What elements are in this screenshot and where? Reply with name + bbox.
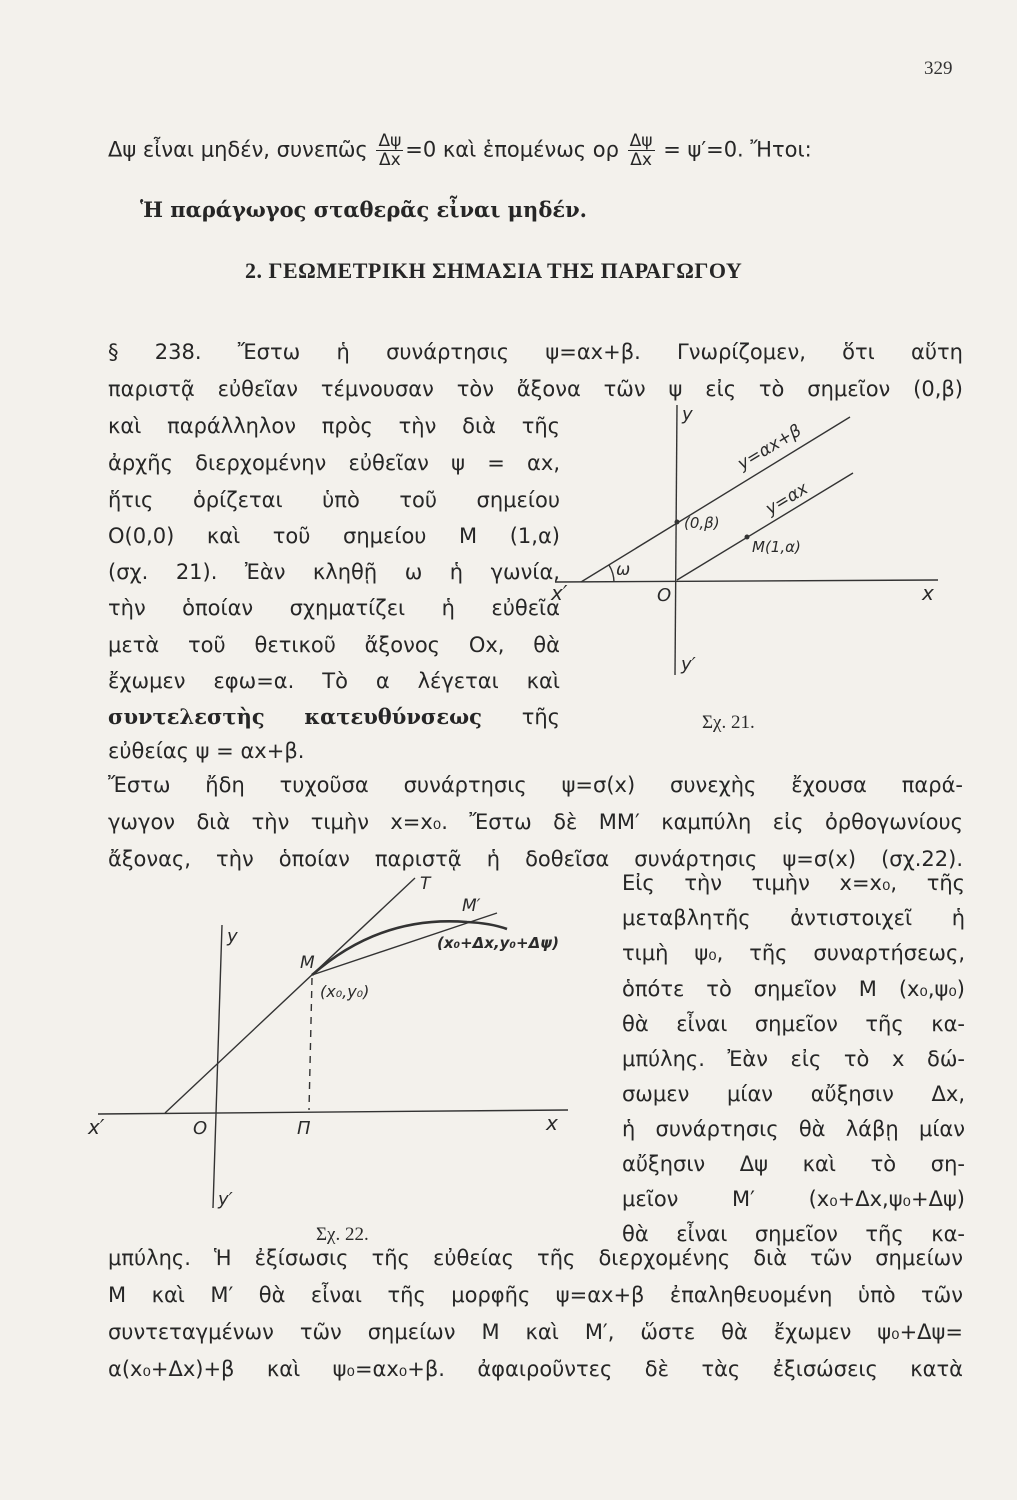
fig21-label-y-prime: y′	[681, 654, 696, 675]
fig22-tangent-line	[165, 878, 415, 1113]
fig22-label-foot: Π	[297, 1118, 311, 1139]
body-text-line: ἔχωμεν εφω=α. Τὸ α λέγεται καὶ	[108, 669, 560, 693]
fig21-label-m: M(1,α)	[752, 538, 801, 556]
body-text-line: (σχ. 21). Ἐὰν κληθῇ ω ἡ γωνία,	[108, 560, 560, 584]
body-text-line: ἥτις ὁρίζεται ὑπὸ τοῦ σημείου	[108, 488, 560, 512]
body-text-line: συντεταγμένων τῶν σημείων M καὶ M′, ὥστε θὰ ἔχωμεν ψ₀+Δψ=	[108, 1320, 963, 1344]
fig22-label-m-coords: (x₀,y₀)	[320, 982, 370, 1001]
fig22-label-origin: O	[193, 1118, 208, 1139]
fig22-label-y: y	[227, 926, 238, 947]
fig21-label-x-prime: x′	[551, 581, 568, 605]
body-text-line: παριστᾷ εὐθεῖαν τέμνουσαν τὸν ἄξονα τῶν ψ εἰς τὸ σημεῖον (0,β)	[108, 377, 963, 401]
fig21-caption: Σχ. 21.	[702, 712, 755, 733]
fig22-label-m-prime: M′	[462, 896, 481, 916]
fig21-label-origin: O	[657, 585, 672, 606]
body-text-line: α(x₀+Δx)+β καὶ ψ₀=αx₀+β. ἀφαιροῦντες δὲ τὰς ἐξισώσεις κατὰ	[108, 1357, 963, 1381]
text-segment: = ψ′=0. Ἤτοι:	[663, 137, 812, 162]
body-text-line: Εἰς τὴν τιμὴν x=x₀, τῆς	[622, 871, 965, 895]
fig21-label-angle: ω	[616, 560, 631, 580]
body-text-line: μεταβλητῆς ἀντιστοιχεῖ ἡ	[622, 906, 965, 930]
term-bold: συντελεστὴς κατευθύνσεως	[108, 704, 522, 729]
body-text-line: θὰ εἶναι σημεῖον τῆς κα-	[622, 1222, 965, 1246]
body-text-line: τὴν ὁποίαν σχηματίζει ἡ εὐθεῖα	[108, 596, 560, 620]
fraction-denominator: Δx	[630, 150, 652, 170]
page-number: 329	[924, 58, 953, 79]
fraction-numerator: Δψ	[378, 131, 402, 151]
body-text-line: ἄξονας, τὴν ὁποίαν παριστᾷ ἡ δοθεῖσα συνάρτησις ψ=σ(x) (σχ.22).	[108, 847, 963, 871]
fig22-label-y-prime: y′	[218, 1189, 233, 1210]
theorem-statement: Ἡ παράγωγος σταθερᾶς εἶναι μηδέν.	[140, 197, 587, 222]
body-text-line: τιμὴ ψ₀, τῆς συναρτήσεως,	[622, 941, 965, 965]
body-text-line: M καὶ M′ θὰ εἶναι τῆς μορφῆς ψ=αx+β ἐπαληθευομένη ὑπὸ τῶν	[108, 1283, 963, 1307]
body-text-line: σωμεν μίαν αὔξησιν Δx,	[622, 1082, 965, 1106]
fig21-label-line-ax: y=αx	[762, 478, 812, 520]
body-text-line: ἀρχῆς διερχομένην εὐθεῖαν ψ = αx,	[108, 451, 560, 475]
fig22-label-x-prime: x′	[88, 1115, 105, 1139]
fig22-caption: Σχ. 22.	[316, 1224, 369, 1245]
fraction-numerator: Δψ	[629, 131, 653, 151]
body-text-line: μπύλης. Ἐὰν εἰς τὸ x δώ-	[622, 1047, 965, 1071]
fig21-label-y: y	[682, 404, 693, 425]
body-text-line: ἡ συνάρτησις θὰ λάβῃ μίαν	[622, 1117, 965, 1141]
body-text-line: γωγον διὰ τὴν τιμὴν x=x₀. Ἔστω δὲ MM′ καμπύλη εἰς ὀρθογωνίους	[108, 810, 963, 834]
text-segment: Δψ εἶναι μηδέν, συνεπῶς	[108, 137, 368, 162]
body-text-line: ὁπότε τὸ σημεῖον M (x₀,ψ₀)	[622, 977, 965, 1001]
fig22-label-x: x	[546, 1111, 558, 1135]
text-segment: =0 καὶ ἑπομένως ορ	[405, 137, 619, 162]
fig21-label-intercept: (0,β)	[684, 514, 720, 532]
body-text-line: Ἔστω ἤδη τυχοῦσα συνάρτησις ψ=σ(x) συνεχὴς ἔχουσα παρά-	[108, 773, 963, 797]
fig21-label-x: x	[922, 581, 934, 605]
body-text-line: O(0,0) καὶ τοῦ σημείου M (1,α)	[108, 524, 560, 548]
fig22-dashed-ordinate	[309, 978, 312, 1110]
body-text-line: θὰ εἶναι σημεῖον τῆς κα-	[622, 1012, 965, 1036]
body-text-line: § 238. Ἔστω ἡ συνάρτησις ψ=αx+β. Γνωρίζομεν, ὅτι αὕτη	[108, 340, 963, 364]
fig22-label-tangent: T	[420, 874, 431, 894]
body-text-line: καὶ παράλληλον πρὸς τὴν διὰ τῆς	[108, 414, 560, 438]
section-heading: 2. ΓΕΩΜΕΤΡΙΚΗ ΣΗΜΑΣΙΑ ΤΗΣ ΠΑΡΑΓΩΓΟΥ	[245, 258, 743, 283]
body-text-line: αὔξησιν Δψ καὶ τὸ ση-	[622, 1152, 965, 1176]
fig22-label-m-prime-coords: (x₀+Δx,y₀+Δψ)	[437, 934, 559, 952]
fig21-label-line-ax-plus-b: y=αx+β	[734, 420, 806, 475]
body-text-line: εὐθείας ψ = αx+β.	[108, 739, 305, 763]
body-text-line: μεῖον M′ (x₀+Δx,ψ₀+Δψ)	[622, 1187, 965, 1211]
fraction-denominator: Δx	[379, 150, 401, 170]
body-text-line: μετὰ τοῦ θετικοῦ ἄξονος Ox, θὰ	[108, 633, 560, 657]
term-rest: τῆς	[521, 705, 560, 729]
body-text-line: μπύλης. Ἡ ἐξίσωσις τῆς εὐθείας τῆς διερχομένης διὰ τῶν σημείων	[108, 1246, 963, 1270]
fig22-label-m: M	[300, 953, 315, 973]
